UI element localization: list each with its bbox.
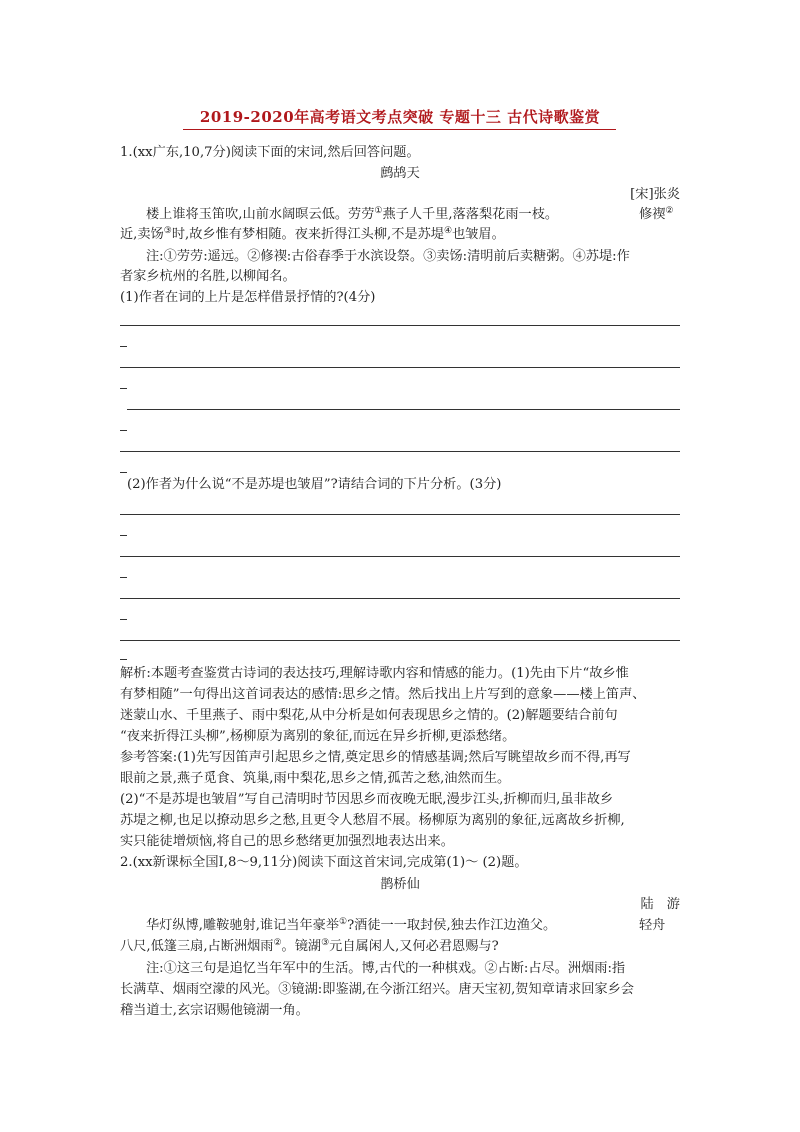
answer-line[interactable]	[120, 598, 680, 599]
analysis-line-2: 有梦相随”一句得出这首词表达的感情:思乡之情。然后找出上片写到的意象——楼上笛声、	[120, 687, 646, 702]
analysis-line-3: 迷蒙山水、千里燕子、雨中梨花,从中分析是如何表现思乡之情的。(2)解题要结合前句	[120, 708, 618, 723]
answer-line-stub	[120, 619, 127, 620]
q1-intro: 1.(xx广东,10,7分)阅读下面的宋词,然后回答问题。	[120, 145, 420, 160]
title-underline	[183, 129, 616, 130]
q2-note-2: 长满草、烟雨空濛的风光。③镜湖:即鉴湖,在今浙江绍兴。唐天宝初,贺知章请求回家乡会	[120, 982, 634, 997]
answer-line-stub	[120, 346, 127, 347]
q1-poem-line-1: 楼上谁将玉笛吹,山前水阔暝云低。劳劳①燕子人千里,落落梨花雨一枝。	[146, 206, 559, 222]
answer-line[interactable]	[120, 640, 680, 641]
q1-author: [宋]张炎	[630, 187, 680, 202]
answer-line-stub	[120, 472, 127, 473]
answer-line[interactable]	[120, 556, 680, 557]
q1-poem-line-2: 近,卖饧③时,故乡惟有梦相随。夜来折得江头柳,不是苏堤④也皱眉。	[120, 226, 505, 242]
q1-sub-question-2: (2)作者为什么说“不是苏堤也皱眉”?请结合词的下片分析。(3分)	[127, 477, 502, 492]
q2-poem-line-2: 八尺,低篷三扇,占断洲烟雨②。镜湖③元自属闲人,又何必君恩赐与?	[120, 938, 499, 954]
answer-line-stub	[120, 659, 127, 660]
q1-poem-line-1-end: 修禊②	[639, 206, 674, 222]
answer-text-line-4: 苏堤之柳,也足以撩动思乡之愁,且更令人愁眉不展。杨柳原为离别的象征,远离故乡折柳,	[120, 813, 625, 828]
answer-line[interactable]	[120, 367, 680, 368]
q2-poem-line-1-end: 轻舟	[639, 918, 666, 933]
q1-poem-title: 鹧鸪天	[380, 166, 420, 181]
answer-text-line-5: 实只能徒增烦恼,将自己的思乡愁绪更加强烈地表达出来。	[120, 834, 454, 849]
answer-line-stub	[120, 535, 127, 536]
answer-line-stub	[120, 388, 127, 389]
answer-line[interactable]	[120, 325, 680, 326]
answer-line[interactable]	[120, 514, 680, 515]
page-title: 2019-2020年高考语文考点突破 专题十三 古代诗歌鉴赏	[199, 108, 601, 126]
q1-note-2: 者家乡杭州的名胜,以柳闻名。	[120, 269, 296, 284]
q2-note-1: 注:①这三句是追忆当年军中的生活。博,古代的一种棋戏。②占断:占尽。洲烟雨:指	[146, 961, 626, 976]
answer-line[interactable]	[127, 409, 680, 410]
q2-note-3: 稽当道士,玄宗诏赐他镜湖一角。	[120, 1003, 309, 1018]
q1-sub-question-1: (1)作者在词的上片是怎样借景抒情的?(4分)	[120, 290, 376, 305]
q2-poem-line-1: 华灯纵博,雕鞍驰射,谁记当年豪举①?酒徒一一取封侯,独去作江边渔父。	[146, 917, 557, 933]
q2-intro: 2.(xx新课标全国Ⅰ,8～9,11分)阅读下面这首宋词,完成第(1)～ (2)题。	[120, 855, 528, 870]
q2-poem-title: 鹊桥仙	[380, 877, 420, 892]
analysis-line-4: “夜来折得江头柳”,杨柳原为离别的象征,而远在异乡折柳,更添愁绪。	[120, 729, 516, 744]
q1-note-1: 注:①劳劳:遥远。②修禊:古俗春季于水滨设祭。③卖饧:清明前后卖糖粥。④苏堤:作	[146, 249, 630, 264]
answer-text-line-3: (2)“不是苏堤也皱眉”写自己清明时节因思乡而夜晚无眠,漫步江头,折柳而归,虽非故乡	[120, 792, 614, 807]
answer-line-stub	[120, 577, 127, 578]
answer-line[interactable]	[120, 451, 680, 452]
q2-author: 陆 游	[640, 897, 680, 912]
analysis-line-1: 解析:本题考查鉴赏古诗词的表达技巧,理解诗歌内容和情感的能力。(1)先由下片“故乡惟	[120, 666, 629, 681]
answer-text-line-1: 参考答案:(1)先写因笛声引起思乡之情,奠定思乡的情感基调;然后写眺望故乡而不得,再写	[120, 750, 631, 765]
answer-text-line-2: 眼前之景,燕子觅食、筑巢,雨中梨花,思乡之情,孤苦之愁,油然而生。	[120, 771, 511, 786]
answer-line-stub	[120, 430, 127, 431]
